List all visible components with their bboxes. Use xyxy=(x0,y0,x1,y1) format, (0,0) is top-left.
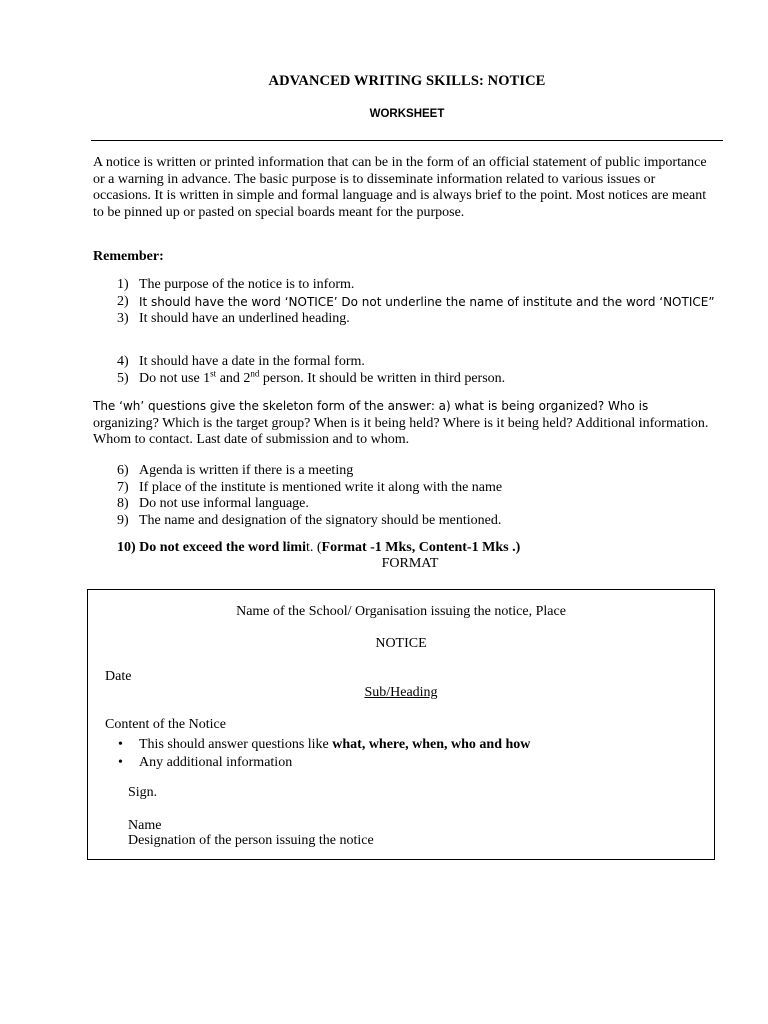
format-notice-word: NOTICE xyxy=(375,636,427,651)
page-subtitle: WORKSHEET xyxy=(369,108,445,120)
format-box xyxy=(87,589,715,860)
horizontal-rule xyxy=(91,140,723,141)
list-item xyxy=(117,367,717,388)
list-item-text xyxy=(139,367,506,386)
list-item-number: 4) xyxy=(117,354,129,369)
list-item-text: Do not use informal language. xyxy=(139,496,309,511)
wh-lead-text: The ‘wh’ questions give the skeleton form of the answer: a) what is being organized? Who is xyxy=(93,399,649,413)
list-item xyxy=(117,463,717,480)
item10-normal-text: t. ( xyxy=(305,540,322,555)
superscript: nd xyxy=(250,367,260,378)
wh-questions-paragraph xyxy=(93,398,713,449)
list-item-10 xyxy=(117,540,520,556)
list-item xyxy=(117,480,717,497)
list-item-text: The purpose of the notice is to inform. xyxy=(139,277,355,292)
format-org-line: Name of the School/ Organisation issuing the notice, Place xyxy=(236,604,566,619)
format-bullet-list xyxy=(113,736,530,772)
page-title: ADVANCED WRITING SKILLS: NOTICE xyxy=(268,73,546,89)
bullet-text: This should answer questions like xyxy=(139,737,333,752)
list-item-number: 2) xyxy=(117,293,129,309)
bullet-bold-text: what, where, when, who and how xyxy=(332,737,531,752)
list-item xyxy=(117,277,717,294)
list-item-text: Agenda is written if there is a meeting xyxy=(139,463,354,478)
remember-heading: Remember: xyxy=(93,249,164,264)
item10-marks-text: Format -1 Mks, Content-1 Mks .) xyxy=(321,540,521,555)
list-item-number: 8) xyxy=(117,496,129,511)
text-part: person. It should be written in third person. xyxy=(259,370,506,386)
list-item xyxy=(117,311,717,328)
format-label: FORMAT xyxy=(381,556,439,571)
list-item-number: 7) xyxy=(117,479,129,495)
list-item-text: The name and designation of the signatory should be mentioned. xyxy=(139,512,502,528)
rules-list-1 xyxy=(117,277,717,328)
list-item xyxy=(117,513,717,530)
list-item xyxy=(113,736,530,754)
format-heading-label: Sub/Heading xyxy=(364,685,438,700)
format-date-label: Date xyxy=(105,669,132,684)
list-item-text: If place of the institute is mentioned write it along with the name xyxy=(139,479,503,495)
format-sign-label: Sign. xyxy=(128,785,158,800)
text-part: Do not use 1 xyxy=(139,370,211,386)
superscript: st xyxy=(210,367,217,378)
text-part: and 2 xyxy=(216,370,251,386)
rules-list-2 xyxy=(117,354,717,387)
format-designation-label: Designation of the person issuing the notice xyxy=(128,833,374,848)
list-item-text: It should have the word ‘NOTICE’ Do not underline the name of institute and the word ‘NOTICE” xyxy=(139,294,715,309)
list-item xyxy=(117,354,717,371)
list-item-text: It should have an underlined heading. xyxy=(139,311,350,326)
wh-rest-text: organizing? Which is the target group? When is it being held? Where is it being held? Additional information. Whom to contact. Last date of submission and to whom. xyxy=(93,415,709,447)
list-item-number: 10) xyxy=(117,540,136,555)
item10-bold-text: Do not exceed the word limi xyxy=(139,540,306,555)
list-item-text: It should have a date in the formal form. xyxy=(139,354,365,369)
intro-paragraph: A notice is written or printed information that can be in the form of an official statement of public importance or a warning in advance. The basic purpose is to disseminate information related to various issues or occasions. It is written in simple and formal language and is always brief to the point. Most notices are meant to be pinned up or pasted on special boards meant for the purpose. xyxy=(93,155,707,220)
list-item-number: 5) xyxy=(117,370,129,386)
list-item-number: 9) xyxy=(117,512,129,528)
list-item xyxy=(113,754,530,772)
format-name-label: Name xyxy=(128,818,162,833)
rules-list-3 xyxy=(117,463,717,529)
list-item-number: 3) xyxy=(117,311,129,326)
list-item-number: 6) xyxy=(117,463,129,478)
list-item xyxy=(117,294,717,312)
bullet-text: Any additional information xyxy=(139,755,293,770)
format-content-label: Content of the Notice xyxy=(105,717,226,732)
list-item-number: 1) xyxy=(117,277,129,292)
list-item xyxy=(117,496,717,513)
